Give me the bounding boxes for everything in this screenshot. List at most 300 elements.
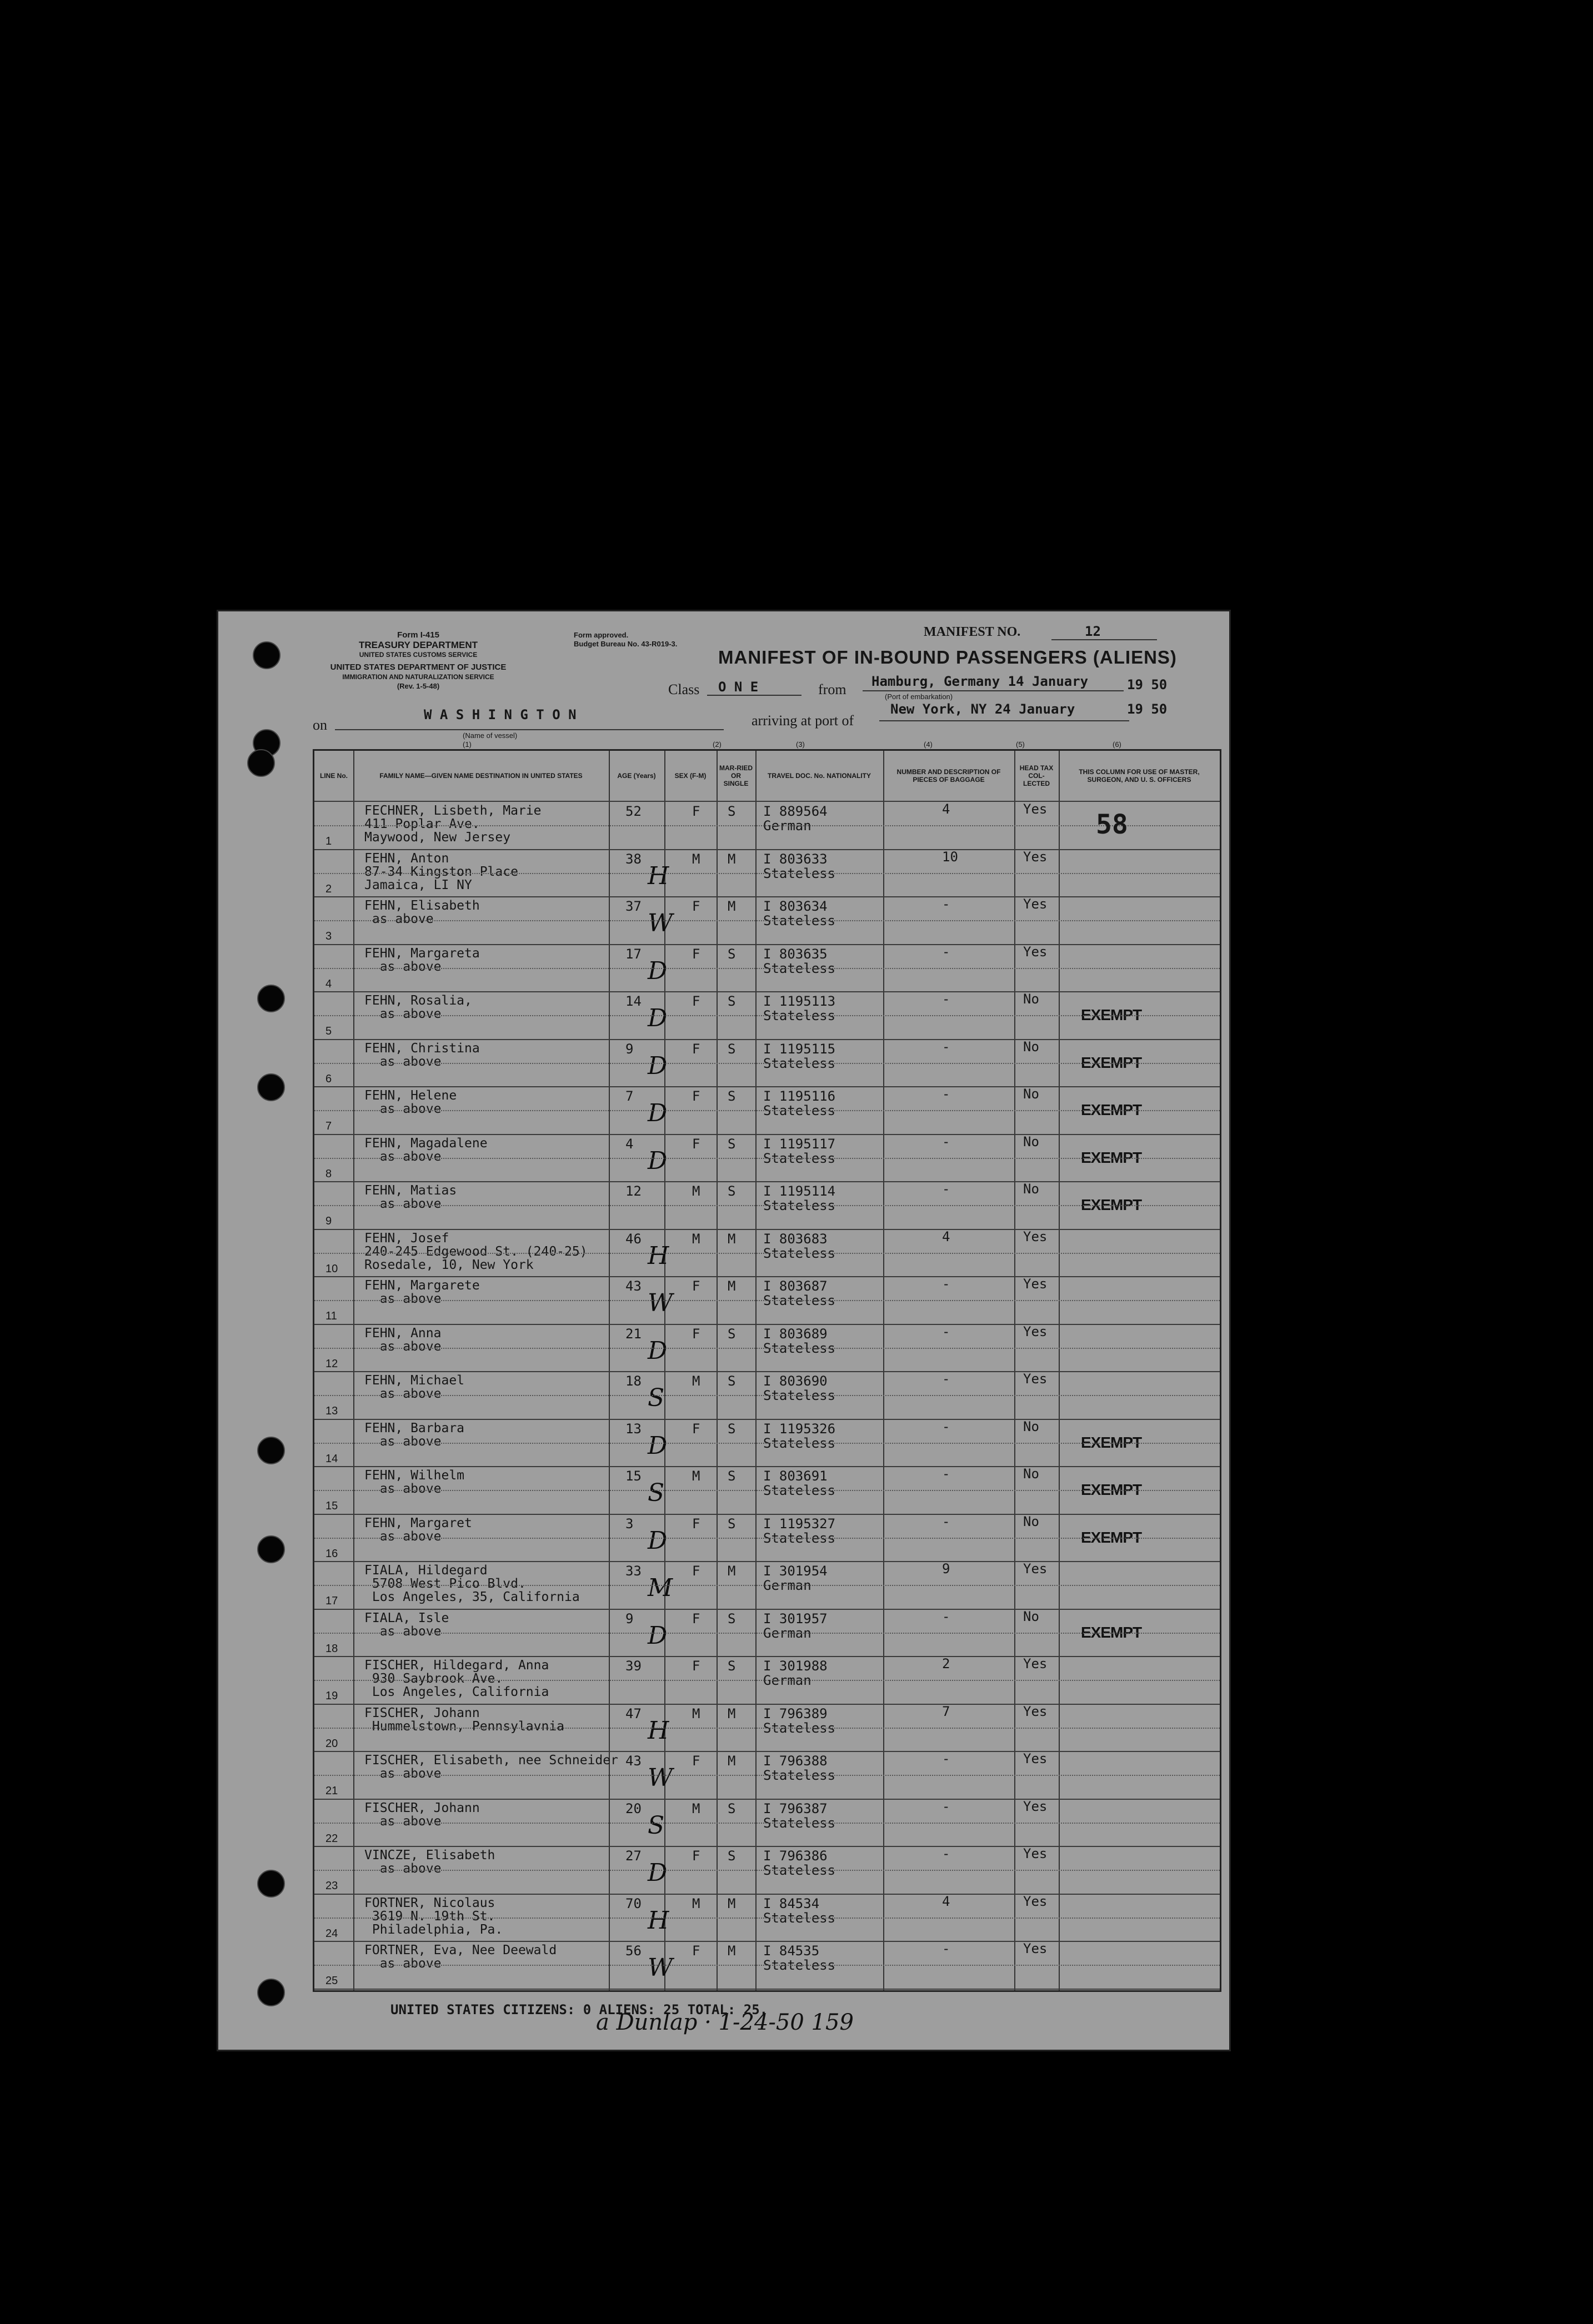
from-value: Hamburg, Germany 14 January	[871, 674, 1089, 689]
col-officers: THIS COLUMN FOR USE OF MASTER, SURGEON, AND U. S. OFFICERS	[1079, 768, 1200, 784]
sex: M	[692, 851, 700, 867]
line-number: 17	[325, 1595, 338, 1607]
punch-hole	[257, 1535, 285, 1563]
col-head-tax: HEAD TAX COL-LECTED	[1019, 764, 1054, 787]
class-label: Class	[668, 681, 700, 697]
travel-doc: I 1195117 Stateless	[763, 1136, 836, 1166]
line-number: 6	[325, 1072, 332, 1085]
marital-status: S	[728, 804, 736, 819]
age: 4	[625, 1136, 634, 1152]
table-row	[314, 945, 1220, 992]
sex: F	[692, 1420, 700, 1437]
budget-bureau: Budget Bureau No. 43-R019-3.	[574, 640, 678, 648]
age: 70	[625, 1895, 642, 1911]
form-number: Form I-415	[397, 630, 439, 640]
punch-hole	[257, 985, 285, 1012]
passenger-name: FEHN, Christina as above	[364, 1041, 480, 1069]
line-number: 7	[325, 1120, 332, 1132]
exempt-stamp: EXEMPT	[1081, 1528, 1142, 1546]
line-number: 14	[325, 1452, 338, 1465]
exempt-stamp: EXEMPT	[1081, 1101, 1142, 1118]
marital-status: S	[728, 1373, 736, 1389]
age: 43	[625, 1753, 642, 1769]
line-number: 10	[325, 1262, 338, 1275]
age: 13	[625, 1420, 642, 1437]
totals-line: UNITED STATES CITIZENS: 0 ALIENS: 25 TOTAL: 25.	[390, 2002, 768, 2017]
arrival-line	[879, 720, 1129, 721]
handwritten-code: D	[648, 1526, 668, 1555]
age: 15	[625, 1468, 642, 1484]
vessel-name-label: (Name of vessel)	[463, 731, 518, 740]
sex: F	[692, 899, 700, 914]
line-number: 18	[325, 1642, 338, 1655]
age: 43	[625, 1278, 642, 1294]
table-row	[314, 850, 1220, 897]
travel-doc: I 1195326 Stateless	[763, 1420, 836, 1451]
age: 9	[625, 1610, 634, 1627]
age: 21	[625, 1326, 642, 1342]
marital-status: M	[728, 1563, 736, 1579]
line-number: 24	[325, 1927, 338, 1940]
head-tax: Yes	[1023, 1656, 1048, 1672]
exempt-stamp: EXEMPT	[1081, 1196, 1142, 1213]
head-tax: Yes	[1023, 1371, 1048, 1387]
marital-status: S	[728, 1610, 736, 1627]
passenger-name: FEHN, Margarete as above	[364, 1278, 480, 1306]
col-married: MAR-RIED OR SINGLE	[719, 764, 753, 787]
line-number: 15	[325, 1500, 338, 1512]
table-row	[314, 1846, 1220, 1894]
col-number: (2)	[713, 740, 722, 749]
table-row	[314, 802, 1220, 850]
travel-doc: I 803683 Stateless	[763, 1231, 836, 1261]
baggage: -	[942, 1846, 950, 1861]
travel-doc: I 1195115 Stateless	[763, 1041, 836, 1071]
baggage: 2	[942, 1656, 950, 1672]
baggage: 4	[942, 801, 950, 817]
handwritten-code: D	[648, 1099, 668, 1127]
line-number: 22	[325, 1832, 338, 1845]
marital-status: M	[728, 1753, 736, 1769]
exempt-stamp: EXEMPT	[1081, 1623, 1142, 1641]
baggage: 9	[942, 1561, 950, 1577]
travel-doc: I 796388 Stateless	[763, 1753, 836, 1783]
passenger-name: FEHN, Barbara as above	[364, 1420, 465, 1449]
sex: M	[692, 1373, 700, 1389]
punch-hole	[247, 749, 275, 777]
from-line	[863, 690, 1124, 691]
baggage: -	[942, 1751, 950, 1766]
travel-doc: I 803691 Stateless	[763, 1468, 836, 1498]
baggage: -	[942, 991, 950, 1007]
passenger-name: FEHN, Josef 240-245 Edgewood St. (240-25) Rosedale, 10, New York	[364, 1231, 588, 1272]
passenger-name: FEHN, Helene as above	[364, 1088, 457, 1116]
baggage: -	[942, 1371, 950, 1387]
exempt-stamp: EXEMPT	[1081, 1433, 1142, 1451]
sex: F	[692, 993, 700, 1009]
year-1: 19 50	[1127, 677, 1168, 692]
col-age: AGE (Years)	[617, 772, 656, 780]
table-row	[314, 1372, 1220, 1419]
handwritten-code: H	[648, 1906, 669, 1935]
table-row	[314, 992, 1220, 1040]
travel-doc: I 1195114 Stateless	[763, 1183, 836, 1213]
sex: F	[692, 1515, 700, 1532]
marital-status: S	[728, 1848, 736, 1864]
age: 37	[625, 899, 642, 914]
handwritten-code: D	[648, 1004, 668, 1032]
sex: F	[692, 1610, 700, 1627]
travel-doc: I 796389 Stateless	[763, 1705, 836, 1736]
line-number: 11	[325, 1310, 337, 1322]
age: 33	[625, 1563, 642, 1579]
baggage: -	[942, 1608, 950, 1624]
table-row	[314, 1040, 1220, 1087]
line-number: 2	[325, 882, 332, 895]
table-row	[314, 1751, 1220, 1799]
table-row	[314, 1419, 1220, 1467]
head-tax: Yes	[1023, 1228, 1048, 1244]
col-number: (3)	[796, 740, 805, 749]
head-tax: Yes	[1023, 1893, 1048, 1909]
line-number: 3	[325, 930, 332, 942]
head-tax: No	[1023, 1418, 1039, 1434]
handwritten-code: D	[648, 1859, 668, 1887]
age: 7	[625, 1088, 634, 1104]
table-row	[314, 1562, 1220, 1609]
head-tax: Yes	[1023, 1798, 1048, 1814]
passenger-name: FISCHER, Johann as above	[364, 1800, 480, 1829]
handwritten-code: S	[648, 1811, 665, 1840]
age: 14	[625, 993, 642, 1009]
exempt-stamp: EXEMPT	[1081, 1053, 1142, 1071]
table-row	[314, 1182, 1220, 1229]
travel-doc: I 803690 Stateless	[763, 1373, 836, 1403]
customs-service: UNITED STATES CUSTOMS SERVICE	[359, 651, 478, 659]
line-number: 9	[325, 1215, 332, 1227]
head-tax: Yes	[1023, 1323, 1048, 1339]
table-row	[314, 1229, 1220, 1277]
marital-status: M	[728, 1895, 736, 1911]
handwritten-code: W	[648, 1764, 673, 1792]
line-number: 13	[325, 1405, 338, 1417]
passenger-name: FORTNER, Nicolaus 3619 N. 19th St. Philadelphia, Pa.	[364, 1895, 503, 1937]
col-number: (4)	[924, 740, 933, 749]
class-value: O N E	[718, 679, 759, 695]
line-number: 5	[325, 1025, 332, 1037]
passenger-name: VINCZE, Elisabeth as above	[364, 1848, 495, 1876]
manifest-title: MANIFEST OF IN-BOUND PASSENGERS (ALIENS)	[718, 647, 1177, 667]
col-number: (1)	[463, 740, 472, 749]
inspector-signature: a Dunlap · 1-24-50 159	[596, 2010, 854, 2035]
handwritten-code: H	[648, 1716, 669, 1745]
head-tax: Yes	[1023, 849, 1048, 865]
passenger-table	[313, 749, 1221, 1992]
marital-status: M	[728, 1705, 736, 1721]
handwritten-code: W	[648, 1289, 673, 1317]
line-number: 20	[325, 1737, 338, 1750]
col-name: FAMILY NAME—GIVEN NAME DESTINATION IN UNITED STATES	[379, 772, 583, 780]
baggage: -	[942, 896, 950, 912]
sex: F	[692, 1943, 700, 1959]
age: 27	[625, 1848, 642, 1864]
passenger-name: FISCHER, Hildegard, Anna 930 Saybrook Ave. Los Angeles, California	[364, 1658, 549, 1699]
travel-doc: I 803687 Stateless	[763, 1278, 836, 1308]
handwritten-code: H	[648, 861, 669, 890]
passenger-name: FEHN, Elisabeth as above	[364, 899, 480, 926]
manifest-no-label: MANIFEST NO.	[924, 625, 1021, 639]
baggage: 7	[942, 1703, 950, 1719]
table-row	[314, 897, 1220, 945]
sex: F	[692, 1658, 700, 1674]
baggage: -	[942, 1513, 950, 1529]
age: 46	[625, 1231, 642, 1247]
head-tax: Yes	[1023, 1751, 1048, 1766]
marital-status: S	[728, 1468, 736, 1484]
handwritten-code: M	[648, 1574, 673, 1602]
department-name: TREASURY DEPARTMENT	[358, 640, 478, 650]
baggage: -	[942, 1941, 950, 1956]
age: 17	[625, 946, 642, 962]
passenger-name: FISCHER, Johann Hummelstown, Pennsylavnia	[364, 1705, 565, 1734]
sex: F	[692, 1563, 700, 1579]
arrival-port: New York, NY 24 January	[890, 701, 1075, 717]
class-line	[707, 695, 801, 696]
marital-status: M	[728, 1943, 736, 1959]
marital-status: S	[728, 1183, 736, 1199]
age: 20	[625, 1800, 642, 1816]
handwritten-code: D	[648, 1431, 668, 1460]
age: 12	[625, 1183, 642, 1199]
handwritten-code: H	[648, 1241, 669, 1270]
baggage: -	[942, 1133, 950, 1150]
baggage: -	[942, 943, 950, 960]
travel-doc: I 889564 German	[763, 804, 828, 834]
marital-status: S	[728, 946, 736, 962]
travel-doc: I 1195327 Stateless	[763, 1515, 836, 1546]
head-tax: Yes	[1023, 801, 1048, 817]
handwritten-code: S	[648, 1384, 665, 1412]
punch-hole	[257, 1979, 285, 2006]
sex: F	[692, 1848, 700, 1864]
head-tax: No	[1023, 1038, 1039, 1055]
table-row	[314, 1799, 1220, 1847]
travel-doc: I 301954 German	[763, 1563, 828, 1593]
arriving-label: arriving at port of	[752, 712, 854, 729]
table-row	[314, 1704, 1220, 1752]
year-2: 19 50	[1127, 701, 1168, 717]
table-row	[314, 1657, 1220, 1704]
table-row	[314, 1609, 1220, 1657]
baggage: -	[942, 1418, 950, 1434]
sex: M	[692, 1468, 700, 1484]
travel-doc: I 796387 Stateless	[763, 1800, 836, 1831]
on-label: on	[313, 717, 327, 733]
passenger-name: FECHNER, Lisbeth, Marie 411 Poplar Ave. Maywood, New Jersey	[364, 804, 542, 845]
age: 56	[625, 1943, 642, 1959]
handwritten-code: W	[648, 909, 673, 937]
head-tax: Yes	[1023, 1846, 1048, 1861]
table-row	[314, 1277, 1220, 1324]
handwritten-code: D	[648, 956, 668, 985]
travel-doc: I 796386 Stateless	[763, 1848, 836, 1878]
table-row	[314, 1324, 1220, 1372]
passenger-name: FEHN, Michael as above	[364, 1373, 465, 1401]
travel-doc: I 84535 Stateless	[763, 1943, 836, 1973]
marital-status: S	[728, 1420, 736, 1437]
line-number: 19	[325, 1690, 338, 1702]
manifest-page	[217, 610, 1231, 2051]
page-stamp-58: 58	[1096, 809, 1128, 840]
exempt-stamp: EXEMPT	[1081, 1148, 1142, 1166]
passenger-name: FISCHER, Elisabeth, nee Schneider as above	[364, 1753, 618, 1781]
age: 39	[625, 1658, 642, 1674]
baggage: -	[942, 1038, 950, 1055]
head-tax: No	[1023, 1466, 1039, 1482]
vessel-name: W A S H I N G T O N	[424, 707, 577, 722]
punch-hole	[257, 1073, 285, 1101]
line-number: 8	[325, 1167, 332, 1180]
ins-name: IMMIGRATION AND NATURALIZATION SERVICE	[342, 673, 494, 681]
marital-status: S	[728, 1326, 736, 1342]
travel-doc: I 84534 Stateless	[763, 1895, 836, 1926]
sex: F	[692, 1088, 700, 1104]
manifest-no: 12	[1085, 624, 1101, 639]
manifest-no-line	[1051, 639, 1157, 640]
passenger-name: FEHN, Margareta as above	[364, 946, 480, 974]
sex: M	[692, 1800, 700, 1816]
travel-doc: I 803633 Stateless	[763, 851, 836, 881]
line-number: 25	[325, 1975, 338, 1987]
punch-hole	[253, 641, 280, 669]
passenger-name: FEHN, Wilhelm as above	[364, 1468, 465, 1496]
table-row	[314, 1514, 1220, 1562]
col-number: (6)	[1113, 740, 1121, 749]
age: 52	[625, 804, 642, 819]
head-tax: No	[1023, 1086, 1039, 1102]
form-approved: Form approved.	[574, 631, 629, 639]
baggage: -	[942, 1086, 950, 1102]
travel-doc: I 803689 Stateless	[763, 1326, 836, 1356]
marital-status: M	[728, 1231, 736, 1247]
from-label: from	[818, 681, 846, 697]
handwritten-code: D	[648, 1621, 668, 1650]
col-sex: SEX (F-M)	[674, 772, 707, 780]
handwritten-code: D	[648, 1336, 668, 1365]
head-tax: Yes	[1023, 1941, 1048, 1956]
passenger-name: FEHN, Magadalene as above	[364, 1136, 488, 1164]
handwritten-code: D	[648, 1051, 668, 1080]
baggage: -	[942, 1276, 950, 1292]
sex: F	[692, 1136, 700, 1152]
baggage: -	[942, 1323, 950, 1339]
travel-doc: I 1195116 Stateless	[763, 1088, 836, 1118]
passenger-name: FIALA, Isle as above	[364, 1610, 449, 1639]
vessel-line	[335, 729, 724, 730]
marital-status: M	[728, 899, 736, 914]
baggage: 10	[942, 849, 958, 865]
passenger-name: FIALA, Hildegard 5708 West Pico Blvd. Los Angeles, 35, California	[364, 1563, 580, 1604]
table-row	[314, 1941, 1220, 1989]
head-tax: No	[1023, 1608, 1039, 1624]
head-tax: Yes	[1023, 943, 1048, 960]
sex: M	[692, 1895, 700, 1911]
age: 47	[625, 1705, 642, 1721]
line-number: 1	[325, 835, 332, 847]
sex: F	[692, 1753, 700, 1769]
marital-status: S	[728, 1136, 736, 1152]
passenger-name: FORTNER, Eva, Nee Deewald as above	[364, 1943, 557, 1971]
sex: F	[692, 946, 700, 962]
revision: (Rev. 1-5-48)	[397, 682, 440, 690]
head-tax: No	[1023, 991, 1039, 1007]
marital-status: M	[728, 1278, 736, 1294]
age: 38	[625, 851, 642, 867]
col-line: LINE No.	[320, 772, 348, 780]
punch-hole	[257, 1870, 285, 1898]
line-number: 16	[325, 1547, 338, 1560]
sex: F	[692, 1041, 700, 1057]
line-number: 21	[325, 1785, 338, 1797]
baggage: 4	[942, 1228, 950, 1244]
passenger-name: FEHN, Matias as above	[364, 1183, 457, 1211]
line-number: 23	[325, 1880, 338, 1892]
exempt-stamp: EXEMPT	[1081, 1481, 1142, 1498]
sex: F	[692, 1278, 700, 1294]
travel-doc: I 301957 German	[763, 1610, 828, 1641]
justice-department: UNITED STATES DEPARTMENT OF JUSTICE	[330, 662, 507, 672]
table-row	[314, 1087, 1220, 1135]
age: 18	[625, 1373, 642, 1389]
travel-doc: I 1195113 Stateless	[763, 993, 836, 1023]
head-tax: Yes	[1023, 1703, 1048, 1719]
punch-hole	[257, 1437, 285, 1464]
sex: F	[692, 1326, 700, 1342]
head-tax: Yes	[1023, 896, 1048, 912]
baggage: -	[942, 1798, 950, 1814]
line-number: 4	[325, 977, 332, 990]
table-row	[314, 1894, 1220, 1942]
travel-doc: I 803635 Stateless	[763, 946, 836, 976]
col-baggage: NUMBER AND DESCRIPTION OF PIECES OF BAGGAGE	[896, 768, 1001, 784]
passenger-name: FEHN, Margaret as above	[364, 1515, 472, 1544]
marital-status: S	[728, 1088, 736, 1104]
passenger-name: FEHN, Anton 87-34 Kingston Place Jamaica, LI NY	[364, 851, 518, 892]
baggage: -	[942, 1181, 950, 1197]
sex: F	[692, 804, 700, 819]
marital-status: S	[728, 1515, 736, 1532]
port-embarkation-label: (Port of embarkation)	[885, 692, 953, 701]
exempt-stamp: EXEMPT	[1081, 1006, 1142, 1023]
table-row	[314, 1467, 1220, 1514]
col-travel-doc: TRAVEL DOC. No. NATIONALITY	[768, 772, 871, 780]
passenger-name: FEHN, Rosalia, as above	[364, 993, 472, 1021]
table-row	[314, 1135, 1220, 1182]
marital-status: M	[728, 851, 736, 867]
sex: M	[692, 1183, 700, 1199]
head-tax: Yes	[1023, 1561, 1048, 1577]
baggage: 4	[942, 1893, 950, 1909]
handwritten-code: S	[648, 1479, 665, 1507]
age: 3	[625, 1515, 634, 1532]
handwritten-code: W	[648, 1954, 673, 1982]
head-tax: Yes	[1023, 1276, 1048, 1292]
marital-status: S	[728, 1658, 736, 1674]
baggage: -	[942, 1466, 950, 1482]
col-number: (5)	[1016, 740, 1025, 749]
passenger-name: FEHN, Anna as above	[364, 1326, 442, 1354]
handwritten-code: D	[648, 1146, 668, 1175]
